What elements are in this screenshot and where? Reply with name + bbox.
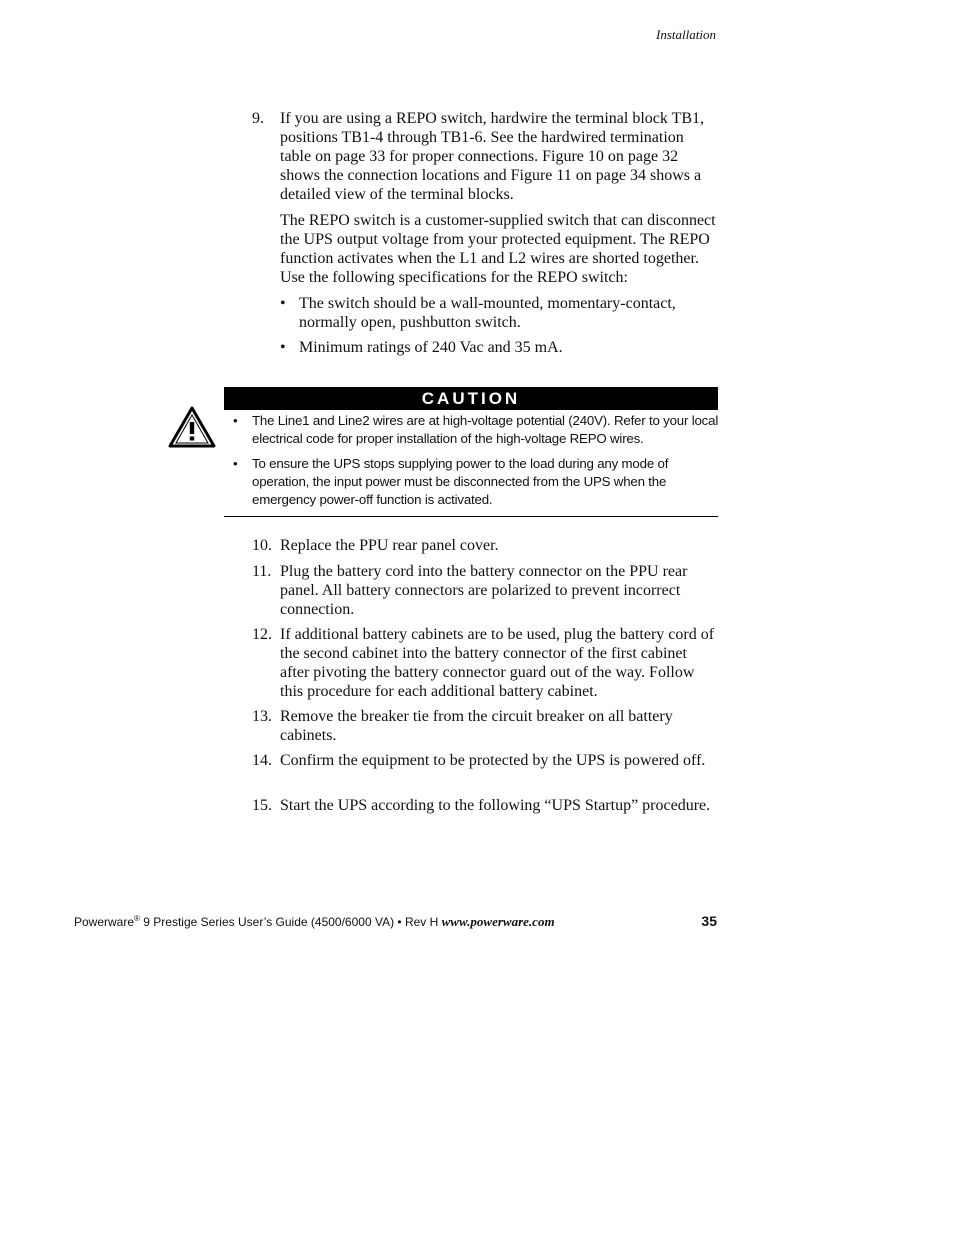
repo-spec-list [280,294,718,357]
footer-guide-title [74,914,555,930]
caution-list [224,412,720,509]
step-15 [252,796,718,815]
running-header-section: Installation [656,27,716,42]
footer-separator: • [394,915,405,929]
step-number: 9. [252,110,264,127]
step-13 [252,707,718,745]
caution-divider [224,516,718,517]
page-number: 35 [701,913,717,929]
step-number: 10. [252,537,272,554]
step-text: Replace the PPU rear panel cover. [280,537,499,554]
step-number: 14. [252,752,272,769]
step-9 [252,109,718,357]
step-number: 13. [252,708,272,725]
caution-item: • The Line1 and Line2 wires are at high-voltage potential (240V). Refer to your local electrical code for proper installation of the high-voltage REPO wires. [224,412,720,448]
footer-url: www.powerware.com [441,914,555,929]
warning-triangle-icon [168,406,216,448]
repo-spec-item: • Minimum ratings of 240 Vac and 35 mA. [299,338,718,357]
step-text: Start the UPS according to the following “UPS Startup” procedure. [280,797,711,814]
footer-brand: Powerware [74,915,135,929]
step-text: If additional battery cabinets are to be used, plug the battery cord of the second cabinet into the battery connector of the first cabinet after pivoting the battery connector guard out of the way. Follow this procedure for each additional battery cabinet. [280,626,715,700]
step-11 [252,562,718,619]
registered-mark: ® [134,914,140,923]
footer-guide: 9 Prestige Series User’s Guide (4500/6000 VA) [139,915,395,929]
step-text: Remove the breaker tie from the circuit breaker on all battery cabinets. [280,708,673,744]
step-12 [252,625,718,701]
step-text: Confirm the equipment to be protected by the UPS is powered off. [280,752,706,769]
step-number: 11. [252,563,272,580]
step-9-paragraph-1: If you are using a REPO switch, hardwire the terminal block TB1, positions TB1-4 through TB1-6. See the hardwired termination table on page 33 for proper connections. Figure 10 on page 32 shows the connection locations and Figure 11 on page 34 shows a detailed view of the terminal blocks. [280,110,705,203]
step-9-paragraph-2: The REPO switch is a customer-supplied switch that can disconnect the UPS output voltage from your protected equipment. The REPO function activates when the L1 and L2 wires are shorted together. Use the following specifications for the REPO switch: [280,212,716,286]
step-text: Plug the battery cord into the battery connector on the PPU rear panel. All battery connectors are polarized to prevent incorrect connection. [280,563,688,618]
footer-revision: Rev H [404,915,442,929]
step-number: 15. [252,797,272,814]
repo-spec-item: • The switch should be a wall-mounted, momentary-contact, normally open, pushbutton switch. [299,294,718,332]
step-10 [252,536,718,555]
caution-item: • To ensure the UPS stops supplying power to the load during any mode of operation, the input power must be disconnected from the UPS when the emergency power-off function is activated. [224,455,720,509]
step-14 [252,751,718,770]
caution-heading: CAUTION [224,387,718,410]
step-number: 12. [252,626,272,643]
